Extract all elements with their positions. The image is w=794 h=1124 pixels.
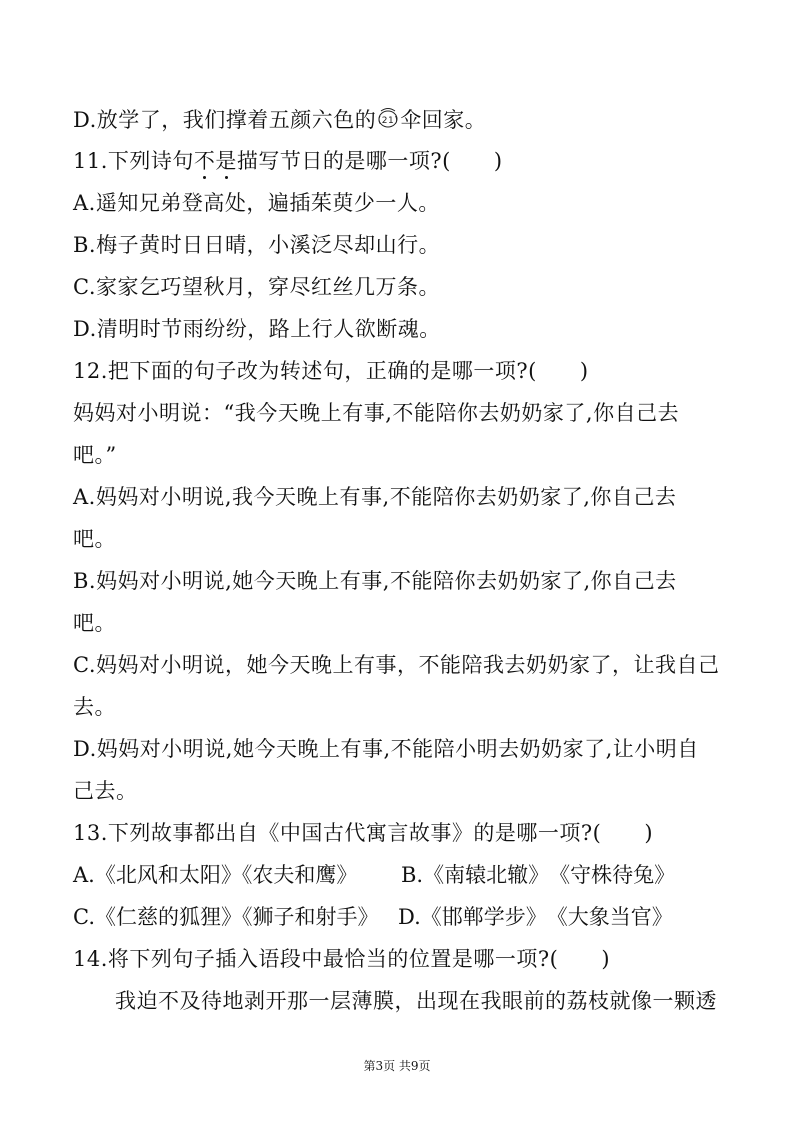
q11-question	[73, 148, 503, 174]
q10-option-d-text-before: D.放学了，我们撑着五颜六色的	[73, 108, 377, 132]
q11-question-post: 描写节日的是哪一项?( )	[236, 149, 503, 173]
q11-option-a: A.遥知兄弟登高处，遍插茱萸少一人。	[73, 191, 440, 215]
page-footer: 第3页 共9页	[363, 1059, 431, 1073]
q12-option-a-line-2: 吧。	[73, 527, 116, 551]
q12-option-c-line-2: 去。	[73, 695, 116, 719]
emphasis-dot-char: 不	[193, 149, 216, 173]
q10-option-d-text-after: 伞回家。	[400, 108, 487, 132]
q14-question: 14.将下列句子插入语段中最恰当的位置是哪一项?( )	[73, 947, 611, 971]
q12-option-d-line-2: 己去。	[73, 779, 138, 803]
q12-option-b-line-2: 吧。	[73, 611, 116, 635]
numbered-sticker-icon	[377, 107, 399, 129]
q12-question: 12.把下面的句子改为转述句，正确的是哪一项?( )	[73, 359, 589, 383]
q12-stem-line-1: 妈妈对小明说：“我今天晚上有事,不能陪你去奶奶家了,你自己去	[73, 401, 680, 425]
q13-option-d: D.《邯郸学步》 《大象当官》	[398, 905, 673, 929]
q12-option-c-line-1: C.妈妈对小明说，她今天晚上有事，不能陪我去奶奶家了，让我自己	[73, 653, 720, 677]
q14-passage: 我迫不及待地剥开那一层薄膜，出现在我眼前的荔枝就像一颗透	[115, 989, 717, 1013]
q11-option-d: D.清明时节雨纷纷，路上行人欲断魂。	[73, 317, 441, 341]
q13-option-c: C.《仁慈的狐狸》《狮子和射手》	[73, 905, 379, 929]
q12-option-a-line-1: A.妈妈对小明说,我今天晚上有事,不能陪你去奶奶家了,你自己去	[73, 485, 677, 509]
emphasis-dot-char: 是	[215, 149, 237, 173]
q11-option-c: C.家家乞巧望秋月，穿尽红丝几万条。	[73, 275, 440, 299]
q11-question-pre: 11.下列诗句	[73, 149, 194, 173]
q13-question: 13.下列故事都出自《中国古代寓言故事》的是哪一项?( )	[73, 821, 654, 845]
svg-text:(21): (21)	[378, 116, 399, 126]
q13-option-b: B.《南辕北辙》 《守株待兔》	[401, 863, 676, 887]
q13-option-a: A.《北风和太阳》《农夫和鹰》	[73, 863, 358, 887]
q12-option-b-line-1: B.妈妈对小明说,她今天晚上有事,不能陪你去奶奶家了,你自己去	[73, 569, 677, 593]
q12-option-d-line-1: D.妈妈对小明说,她今天晚上有事,不能陪小明去奶奶家了,让小明自	[73, 737, 699, 761]
q11-option-b: B.梅子黄时日日晴，小溪泛尽却山行。	[73, 233, 441, 257]
q12-stem-line-2: 吧。”	[73, 443, 117, 467]
q10-option-d	[73, 107, 486, 133]
